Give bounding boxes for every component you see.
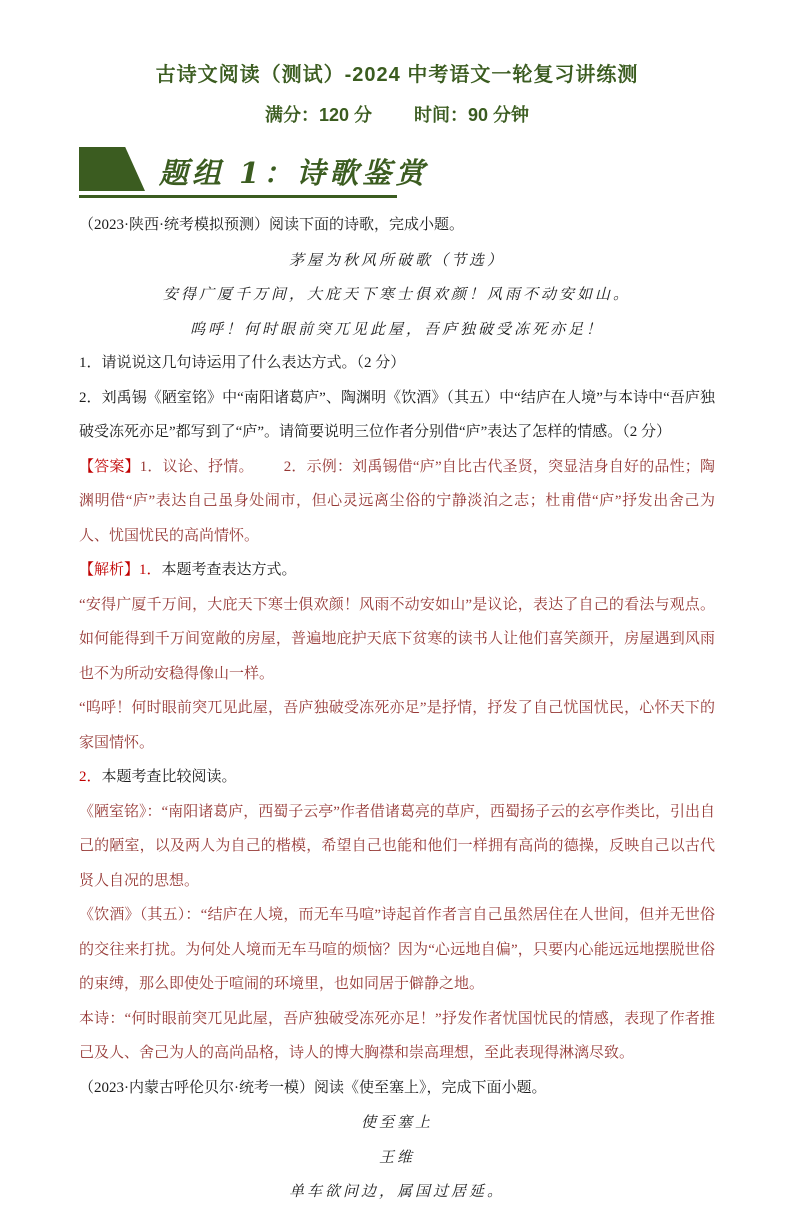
poem2-title: 使至塞上: [360, 1113, 433, 1131]
answer-part1: 1．议论、抒情。: [139, 458, 254, 475]
time-label: 时间：90 分钟: [414, 105, 530, 125]
analysis-para-2: “呜呼！何时眼前突兀见此屋，吾庐独破受冻死亦足”是抒情，抒发了自己忧国忧民，心怀天下的家国情怀。: [79, 700, 715, 751]
analysis-item1-number: 1．: [139, 562, 162, 578]
poem2-author: 王维: [378, 1147, 415, 1166]
banner-underline: [79, 195, 397, 198]
score-label: 满分：120 分: [264, 105, 372, 125]
analysis-para-5: 本诗：“何时眼前突兀见此屋，吾庐独破受冻死亦足！”抒发作者忧国忧民的情感，表现了作者推己及人、舍己为人的高尚品格，诗人的博大胸襟和崇高理想，至此表现得淋漓尽致。: [79, 1010, 715, 1061]
poem2-line-1: 单车欲问边，属国过居延。: [288, 1182, 505, 1200]
document-body: [79, 208, 715, 1209]
section-banner-row: [79, 145, 715, 191]
section-title: 题组 1：诗歌鉴赏: [159, 156, 429, 191]
analysis-heading: [79, 553, 715, 588]
analysis-label: 【解析】: [79, 562, 140, 578]
document-subtitle: [79, 101, 715, 127]
poem1-title: 茅屋为秋风所破歌（节选）: [288, 250, 505, 269]
analysis-para-1: “安得广厦千万间，大庇天下寒士俱欢颜！风雨不动安如山”是议论，表达了自己的看法与观点。如何能得到千万间宽敞的房屋，普遍地庇护天底下贫寒的读书人让他们喜笑颜开，房屋遇到风雨也不为所动安稳得像山一样。: [79, 596, 715, 682]
poem1-line-1: 安得广厦千万间，大庇天下寒士俱欢颜！风雨不动安如山。: [162, 285, 631, 303]
analysis-item2-number: 2．: [79, 769, 102, 785]
analysis-para-4: 《饮酒》（其五）：“结庐在人境，而无车马喧”诗起首作者言自己虽然居住在人世间，但并无世俗的交往来打扰。为何处人境而无车马喧的烦恼？因为“心远地自偏”，只要内心能远远地摆脱世俗的束缚，那么即使处于喧闹的环境里，也如同居于僻静之地。: [79, 907, 715, 992]
answer-paragraph: [79, 450, 715, 554]
question-2: 2．刘禹锡《陋室铭》中“南阳诸葛庐”、陶渊明《饮酒》（其五）中“结庐在人境”与本诗中“吾庐独破受冻死亦足”都写到了“庐”。请简要说明三位作者分别借“庐”表达了怎样的情感。（2 分）: [79, 389, 715, 440]
poem1-line-2: 呜呼！何时眼前突兀见此屋，吾庐独破受冻死亦足！: [189, 319, 604, 338]
document-title: 古诗文阅读（测试）-2024 中考语文一轮复习讲练测: [155, 64, 639, 86]
exercise2-intro: （2023·内蒙古呼伦贝尔·统考一模）阅读《使至塞上》，完成下面小题。: [79, 1079, 547, 1096]
analysis-item1-text: 本题考查表达方式。: [161, 562, 297, 578]
analysis-para-3: 《陋室铭》：“南阳诸葛庐，西蜀子云亭”作者借诸葛亮的草庐，西蜀扬子云的玄亭作类比，引出自己的陋室，以及两人为自己的楷模，希望自己也能和他们一样拥有高尚的德操，反映自己以古代贤人自况的思想。: [79, 803, 715, 889]
section-banner: [79, 145, 715, 198]
analysis-item2: [79, 760, 715, 795]
answer-label: 【答案】: [79, 458, 140, 475]
answer-part2: 2．示例：刘禹锡借“庐”自比古代圣贤，突显洁身自好的品性；陶渊明借“庐”表达自己虽身处闹市，但心灵远离尘俗的宁静淡泊之志；杜甫借“庐”抒发出舍己为人、忧国忧民的高尚情怀。: [79, 458, 715, 544]
banner-flag-shape: [79, 147, 145, 191]
analysis-item2-text: 本题考查比较阅读。: [101, 769, 237, 785]
question-1: 1．请说说这几句诗运用了什么表达方式。（2 分）: [79, 355, 406, 371]
exercise1-intro: （2023·陕西·统考模拟预测）阅读下面的诗歌，完成小题。: [79, 217, 464, 233]
